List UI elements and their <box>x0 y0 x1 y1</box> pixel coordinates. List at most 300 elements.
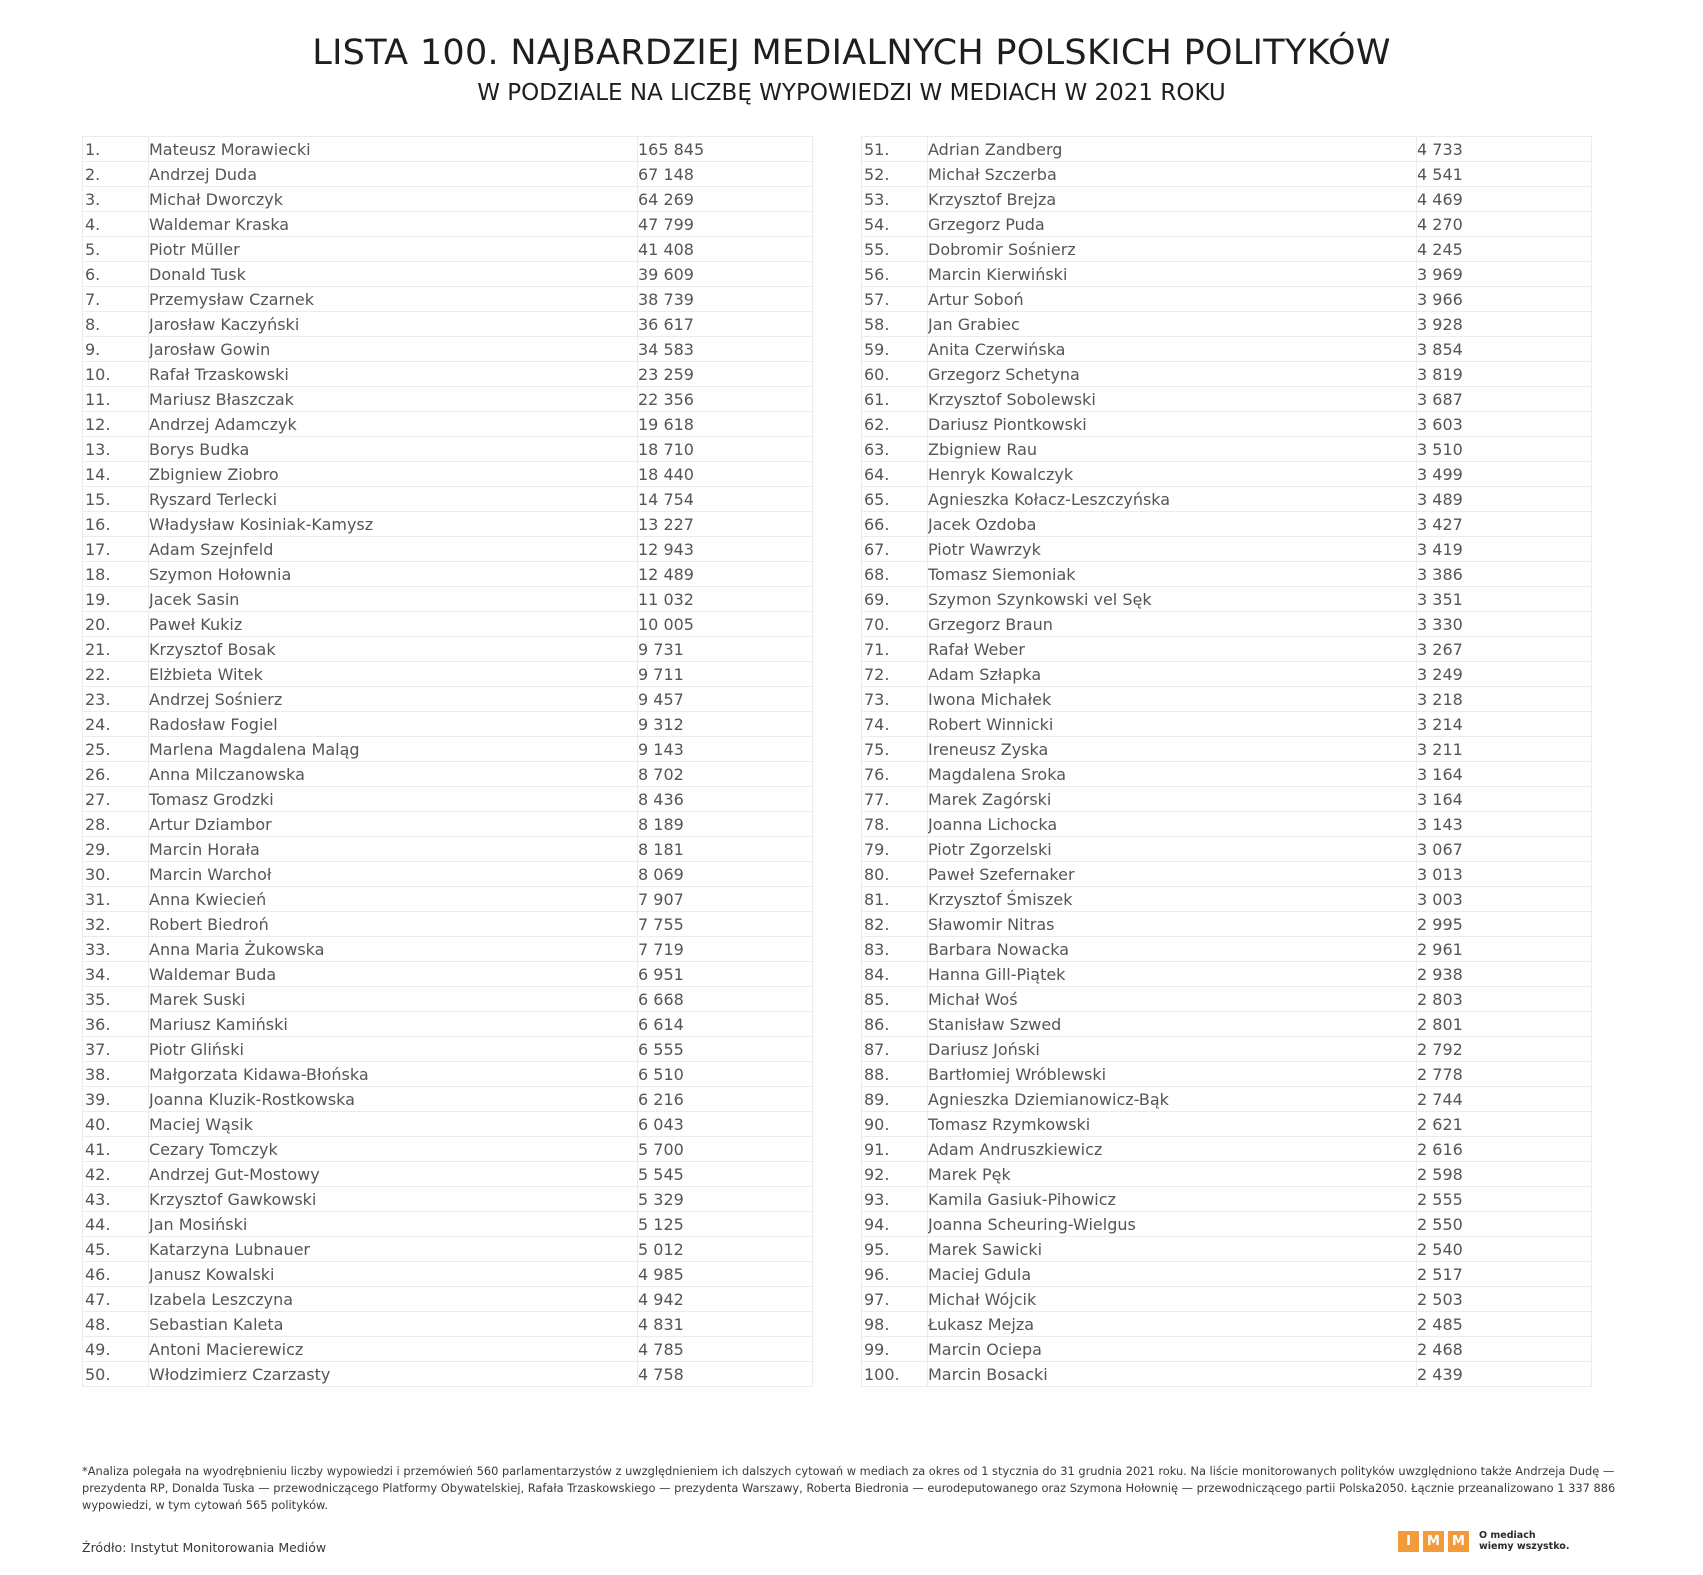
ranking-row <box>862 1187 1592 1212</box>
statement-count: 18 710 <box>638 437 813 462</box>
ranking-row <box>83 987 813 1012</box>
politician-name: Iwona Michałek <box>928 687 1417 712</box>
rank-number: 65. <box>862 487 928 512</box>
rank-number: 24. <box>83 712 149 737</box>
politician-name: Marek Pęk <box>928 1162 1417 1187</box>
politician-name: Paweł Szefernaker <box>928 862 1417 887</box>
ranking-row <box>83 912 813 937</box>
statement-count: 19 618 <box>638 412 813 437</box>
rank-number: 19. <box>83 587 149 612</box>
statement-count: 4 733 <box>1417 137 1592 162</box>
imm-logo <box>1398 1530 1569 1552</box>
statement-count: 5 125 <box>638 1212 813 1237</box>
statement-count: 3 427 <box>1417 512 1592 537</box>
ranking-row <box>83 537 813 562</box>
politician-name: Jacek Sasin <box>149 587 638 612</box>
ranking-row <box>862 962 1592 987</box>
rank-number: 30. <box>83 862 149 887</box>
rank-number: 44. <box>83 1212 149 1237</box>
rank-number: 9. <box>83 337 149 362</box>
politician-name: Rafał Weber <box>928 637 1417 662</box>
politician-name: Andrzej Adamczyk <box>149 412 638 437</box>
statement-count: 2 616 <box>1417 1137 1592 1162</box>
rank-number: 75. <box>862 737 928 762</box>
politician-name: Szymon Hołownia <box>149 562 638 587</box>
ranking-row <box>83 887 813 912</box>
rank-number: 47. <box>83 1287 149 1312</box>
rank-number: 50. <box>83 1362 149 1387</box>
politician-name: Henryk Kowalczyk <box>928 462 1417 487</box>
rank-number: 14. <box>83 462 149 487</box>
ranking-row <box>83 662 813 687</box>
politician-name: Adam Andruszkiewicz <box>928 1137 1417 1162</box>
rank-number: 32. <box>83 912 149 937</box>
statement-count: 2 621 <box>1417 1112 1592 1137</box>
politician-name: Donald Tusk <box>149 262 638 287</box>
page-title: LISTA 100. NAJBARDZIEJ MEDIALNYCH POLSKICH POLITYKÓW <box>312 33 1391 73</box>
ranking-row <box>862 1112 1592 1137</box>
rank-number: 90. <box>862 1112 928 1137</box>
ranking-row <box>83 462 813 487</box>
ranking-row <box>83 612 813 637</box>
politician-name: Jarosław Gowin <box>149 337 638 362</box>
statement-count: 10 005 <box>638 612 813 637</box>
politician-name: Kamila Gasiuk-Pihowicz <box>928 1187 1417 1212</box>
statement-count: 2 517 <box>1417 1262 1592 1287</box>
ranking-row <box>83 937 813 962</box>
ranking-row <box>83 187 813 212</box>
ranking-row <box>862 987 1592 1012</box>
ranking-row <box>83 1087 813 1112</box>
statement-count: 2 778 <box>1417 1062 1592 1087</box>
rank-number: 99. <box>862 1337 928 1362</box>
statement-count: 8 069 <box>638 862 813 887</box>
statement-count: 2 598 <box>1417 1162 1592 1187</box>
rank-number: 48. <box>83 1312 149 1337</box>
ranking-row <box>862 587 1592 612</box>
statement-count: 8 436 <box>638 787 813 812</box>
rank-number: 74. <box>862 712 928 737</box>
rank-number: 29. <box>83 837 149 862</box>
politician-name: Michał Woś <box>928 987 1417 1012</box>
rank-number: 61. <box>862 387 928 412</box>
ranking-row <box>862 637 1592 662</box>
rank-number: 26. <box>83 762 149 787</box>
statement-count: 2 744 <box>1417 1087 1592 1112</box>
ranking-row <box>862 662 1592 687</box>
politician-name: Waldemar Buda <box>149 962 638 987</box>
ranking-row <box>862 1362 1592 1387</box>
ranking-row <box>862 737 1592 762</box>
rank-number: 1. <box>83 137 149 162</box>
rank-number: 45. <box>83 1237 149 1262</box>
rank-number: 82. <box>862 912 928 937</box>
rank-number: 39. <box>83 1087 149 1112</box>
statement-count: 2 961 <box>1417 937 1592 962</box>
politician-name: Piotr Müller <box>149 237 638 262</box>
rank-number: 37. <box>83 1037 149 1062</box>
rank-number: 77. <box>862 787 928 812</box>
statement-count: 7 719 <box>638 937 813 962</box>
rank-number: 81. <box>862 887 928 912</box>
ranking-row <box>862 1312 1592 1337</box>
politician-name: Magdalena Sroka <box>928 762 1417 787</box>
statement-count: 2 503 <box>1417 1287 1592 1312</box>
politician-name: Krzysztof Śmiszek <box>928 887 1417 912</box>
rank-number: 53. <box>862 187 928 212</box>
politician-name: Ireneusz Zyska <box>928 737 1417 762</box>
rank-number: 76. <box>862 762 928 787</box>
statement-count: 6 510 <box>638 1062 813 1087</box>
ranking-row <box>862 437 1592 462</box>
rank-number: 34. <box>83 962 149 987</box>
politician-name: Marek Suski <box>149 987 638 1012</box>
ranking-row <box>83 1237 813 1262</box>
rank-number: 60. <box>862 362 928 387</box>
rank-number: 89. <box>862 1087 928 1112</box>
ranking-row <box>83 1037 813 1062</box>
politician-name: Michał Dworczyk <box>149 187 638 212</box>
rank-number: 62. <box>862 412 928 437</box>
statement-count: 3 164 <box>1417 762 1592 787</box>
rank-number: 58. <box>862 312 928 337</box>
rank-number: 66. <box>862 512 928 537</box>
statement-count: 3 164 <box>1417 787 1592 812</box>
ranking-row <box>83 1337 813 1362</box>
ranking-row <box>862 1137 1592 1162</box>
statement-count: 36 617 <box>638 312 813 337</box>
ranking-row <box>83 262 813 287</box>
ranking-row <box>862 712 1592 737</box>
statement-count: 23 259 <box>638 362 813 387</box>
rank-number: 97. <box>862 1287 928 1312</box>
statement-count: 9 457 <box>638 687 813 712</box>
statement-count: 64 269 <box>638 187 813 212</box>
politician-name: Marcin Ociepa <box>928 1337 1417 1362</box>
rank-number: 6. <box>83 262 149 287</box>
ranking-row <box>862 1087 1592 1112</box>
politician-name: Michał Szczerba <box>928 162 1417 187</box>
rank-number: 52. <box>862 162 928 187</box>
politician-name: Agnieszka Dziemianowicz-Bąk <box>928 1087 1417 1112</box>
politician-name: Izabela Leszczyna <box>149 1287 638 1312</box>
ranking-row <box>83 737 813 762</box>
statement-count: 38 739 <box>638 287 813 312</box>
ranking-row <box>83 787 813 812</box>
rank-number: 35. <box>83 987 149 1012</box>
ranking-row <box>862 287 1592 312</box>
statement-count: 2 995 <box>1417 912 1592 937</box>
statement-count: 3 013 <box>1417 862 1592 887</box>
politician-name: Hanna Gill-Piątek <box>928 962 1417 987</box>
statement-count: 3 386 <box>1417 562 1592 587</box>
politician-name: Radosław Fogiel <box>149 712 638 737</box>
politician-name: Adrian Zandberg <box>928 137 1417 162</box>
politician-name: Dobromir Sośnierz <box>928 237 1417 262</box>
statement-count: 7 755 <box>638 912 813 937</box>
statement-count: 9 143 <box>638 737 813 762</box>
politician-name: Mariusz Kamiński <box>149 1012 638 1037</box>
politician-name: Adam Szłapka <box>928 662 1417 687</box>
logo-letter-m: M <box>1448 1531 1469 1552</box>
politician-name: Marek Zagórski <box>928 787 1417 812</box>
ranking-row <box>83 1012 813 1037</box>
politician-name: Piotr Zgorzelski <box>928 837 1417 862</box>
politician-name: Władysław Kosiniak-Kamysz <box>149 512 638 537</box>
rank-number: 67. <box>862 537 928 562</box>
ranking-row <box>83 287 813 312</box>
ranking-row <box>862 562 1592 587</box>
ranking-row <box>83 487 813 512</box>
rank-number: 63. <box>862 437 928 462</box>
ranking-row <box>83 162 813 187</box>
rank-number: 84. <box>862 962 928 987</box>
ranking-row <box>83 1137 813 1162</box>
statement-count: 3 351 <box>1417 587 1592 612</box>
statement-count: 13 227 <box>638 512 813 537</box>
statement-count: 6 043 <box>638 1112 813 1137</box>
rank-number: 86. <box>862 1012 928 1037</box>
politician-name: Andrzej Gut-Mostowy <box>149 1162 638 1187</box>
politician-name: Dariusz Piontkowski <box>928 412 1417 437</box>
rank-number: 69. <box>862 587 928 612</box>
politician-name: Piotr Wawrzyk <box>928 537 1417 562</box>
politician-name: Robert Biedroń <box>149 912 638 937</box>
politician-name: Szymon Szynkowski vel Sęk <box>928 587 1417 612</box>
ranking-row <box>83 387 813 412</box>
rank-number: 13. <box>83 437 149 462</box>
ranking-row <box>83 837 813 862</box>
rank-number: 94. <box>862 1212 928 1237</box>
politician-name: Michał Wójcik <box>928 1287 1417 1312</box>
rank-number: 83. <box>862 937 928 962</box>
statement-count: 9 312 <box>638 712 813 737</box>
ranking-row <box>862 262 1592 287</box>
politician-name: Elżbieta Witek <box>149 662 638 687</box>
rank-number: 25. <box>83 737 149 762</box>
ranking-row <box>83 137 813 162</box>
ranking-row <box>862 337 1592 362</box>
politician-name: Robert Winnicki <box>928 712 1417 737</box>
rank-number: 20. <box>83 612 149 637</box>
statement-count: 2 550 <box>1417 1212 1592 1237</box>
statement-count: 3 214 <box>1417 712 1592 737</box>
ranking-row <box>862 837 1592 862</box>
ranking-row <box>83 637 813 662</box>
statement-count: 7 907 <box>638 887 813 912</box>
ranking-row <box>862 612 1592 637</box>
ranking-row <box>83 512 813 537</box>
ranking-row <box>83 587 813 612</box>
statement-count: 8 181 <box>638 837 813 862</box>
ranking-row <box>83 1287 813 1312</box>
politician-name: Andrzej Duda <box>149 162 638 187</box>
rank-number: 18. <box>83 562 149 587</box>
ranking-row <box>83 212 813 237</box>
statement-count: 3 267 <box>1417 637 1592 662</box>
ranking-row <box>862 487 1592 512</box>
logo-tagline-line1: O mediach <box>1479 1530 1536 1541</box>
statement-count: 2 801 <box>1417 1012 1592 1037</box>
politician-name: Bartłomiej Wróblewski <box>928 1062 1417 1087</box>
politician-name: Rafał Trzaskowski <box>149 362 638 387</box>
rank-number: 10. <box>83 362 149 387</box>
statement-count: 5 012 <box>638 1237 813 1262</box>
rank-number: 78. <box>862 812 928 837</box>
politician-name: Joanna Scheuring-Wielgus <box>928 1212 1417 1237</box>
politician-name: Jarosław Kaczyński <box>149 312 638 337</box>
rank-number: 87. <box>862 1037 928 1062</box>
politician-name: Andrzej Sośnierz <box>149 687 638 712</box>
politician-name: Borys Budka <box>149 437 638 462</box>
ranking-row <box>862 862 1592 887</box>
ranking-row <box>83 312 813 337</box>
rank-number: 100. <box>862 1362 928 1387</box>
politician-name: Tomasz Rzymkowski <box>928 1112 1417 1137</box>
statement-count: 6 614 <box>638 1012 813 1037</box>
ranking-row <box>862 1287 1592 1312</box>
statement-count: 9 711 <box>638 662 813 687</box>
statement-count: 3 603 <box>1417 412 1592 437</box>
politician-name: Marlena Magdalena Maląg <box>149 737 638 762</box>
ranking-row <box>862 362 1592 387</box>
statement-count: 3 819 <box>1417 362 1592 387</box>
rank-number: 43. <box>83 1187 149 1212</box>
statement-count: 6 216 <box>638 1087 813 1112</box>
rank-number: 70. <box>862 612 928 637</box>
politician-name: Krzysztof Sobolewski <box>928 387 1417 412</box>
rank-number: 3. <box>83 187 149 212</box>
politician-name: Piotr Gliński <box>149 1037 638 1062</box>
politician-name: Tomasz Siemoniak <box>928 562 1417 587</box>
statement-count: 3 143 <box>1417 812 1592 837</box>
ranking-row <box>83 862 813 887</box>
statement-count: 3 218 <box>1417 687 1592 712</box>
statement-count: 47 799 <box>638 212 813 237</box>
statement-count: 6 951 <box>638 962 813 987</box>
ranking-table-left <box>82 136 813 1387</box>
ranking-row <box>83 237 813 262</box>
politician-name: Marcin Kierwiński <box>928 262 1417 287</box>
statement-count: 22 356 <box>638 387 813 412</box>
politician-name: Mariusz Błaszczak <box>149 387 638 412</box>
politician-name: Barbara Nowacka <box>928 937 1417 962</box>
politician-name: Paweł Kukiz <box>149 612 638 637</box>
rank-number: 92. <box>862 1162 928 1187</box>
politician-name: Dariusz Joński <box>928 1037 1417 1062</box>
statement-count: 3 419 <box>1417 537 1592 562</box>
rank-number: 17. <box>83 537 149 562</box>
rank-number: 11. <box>83 387 149 412</box>
rank-number: 2. <box>83 162 149 187</box>
statement-count: 2 485 <box>1417 1312 1592 1337</box>
ranking-row <box>862 187 1592 212</box>
politician-name: Grzegorz Schetyna <box>928 362 1417 387</box>
statement-count: 2 555 <box>1417 1187 1592 1212</box>
ranking-row <box>862 1037 1592 1062</box>
politician-name: Joanna Kluzik-Rostkowska <box>149 1087 638 1112</box>
ranking-row <box>83 362 813 387</box>
ranking-row <box>862 412 1592 437</box>
ranking-row <box>862 937 1592 962</box>
politician-name: Antoni Macierewicz <box>149 1337 638 1362</box>
ranking-row <box>862 237 1592 262</box>
statement-count: 4 831 <box>638 1312 813 1337</box>
ranking-row <box>862 312 1592 337</box>
logo-letter-i: I <box>1398 1531 1419 1552</box>
statement-count: 34 583 <box>638 337 813 362</box>
politician-name: Krzysztof Gawkowski <box>149 1187 638 1212</box>
statement-count: 12 489 <box>638 562 813 587</box>
ranking-row <box>83 1362 813 1387</box>
rank-number: 72. <box>862 662 928 687</box>
ranking-row <box>83 337 813 362</box>
politician-name: Anna Maria Żukowska <box>149 937 638 962</box>
politician-name: Krzysztof Bosak <box>149 637 638 662</box>
rank-number: 22. <box>83 662 149 687</box>
ranking-row <box>83 1262 813 1287</box>
rank-number: 42. <box>83 1162 149 1187</box>
politician-name: Zbigniew Rau <box>928 437 1417 462</box>
methodology-note: *Analiza polegała na wyodrębnieniu liczby wypowiedzi i przemówień 560 parlamentarzystów z uwzględnieniem ich dalszych cytowań w mediach za okres od 1 stycznia do 31 grudnia 2021 roku. Na liście monitorowanych polityków uwzględniono także Andrzeja Dudę — prezydenta RP, Donalda Tuska — przewodniczącego Platformy Obywatelskiej, Rafała Trzaskowskiego — prezydenta Warszawy, Roberta Biedronia — eurodeputowanego oraz Szymona Hołownię — przewodniczącego partii Polska2050. Łącznie przeanalizowano 1 337 886 wypowiedzi, w tym cytowań 565 polityków. <box>82 1464 1616 1512</box>
politician-name: Stanisław Szwed <box>928 1012 1417 1037</box>
rank-number: 15. <box>83 487 149 512</box>
statement-count: 41 408 <box>638 237 813 262</box>
ranking-row <box>862 762 1592 787</box>
ranking-row <box>83 562 813 587</box>
ranking-row <box>83 1162 813 1187</box>
statement-count: 4 469 <box>1417 187 1592 212</box>
ranking-table-right <box>861 136 1592 1387</box>
statement-count: 4 785 <box>638 1337 813 1362</box>
logo-letter-m: M <box>1423 1531 1444 1552</box>
statement-count: 67 148 <box>638 162 813 187</box>
rank-number: 85. <box>862 987 928 1012</box>
statement-count: 3 966 <box>1417 287 1592 312</box>
politician-name: Ryszard Terlecki <box>149 487 638 512</box>
rank-number: 33. <box>83 937 149 962</box>
rank-number: 16. <box>83 512 149 537</box>
ranking-row <box>862 687 1592 712</box>
politician-name: Marcin Warchoł <box>149 862 638 887</box>
ranking-row <box>862 1262 1592 1287</box>
ranking-row <box>83 1187 813 1212</box>
statement-count: 2 468 <box>1417 1337 1592 1362</box>
politician-name: Krzysztof Brejza <box>928 187 1417 212</box>
statement-count: 3 003 <box>1417 887 1592 912</box>
politician-name: Katarzyna Lubnauer <box>149 1237 638 1262</box>
ranking-row <box>862 137 1592 162</box>
rank-number: 91. <box>862 1137 928 1162</box>
rank-number: 38. <box>83 1062 149 1087</box>
statement-count: 3 510 <box>1417 437 1592 462</box>
statement-count: 3 211 <box>1417 737 1592 762</box>
politician-name: Sebastian Kaleta <box>149 1312 638 1337</box>
statement-count: 3 489 <box>1417 487 1592 512</box>
ranking-row <box>862 812 1592 837</box>
ranking-row <box>83 437 813 462</box>
statement-count: 3 928 <box>1417 312 1592 337</box>
ranking-row <box>862 512 1592 537</box>
rank-number: 51. <box>862 137 928 162</box>
ranking-row <box>83 1312 813 1337</box>
rank-number: 8. <box>83 312 149 337</box>
politician-name: Maciej Wąsik <box>149 1112 638 1137</box>
rank-number: 64. <box>862 462 928 487</box>
rank-number: 88. <box>862 1062 928 1087</box>
ranking-row <box>862 462 1592 487</box>
rank-number: 36. <box>83 1012 149 1037</box>
